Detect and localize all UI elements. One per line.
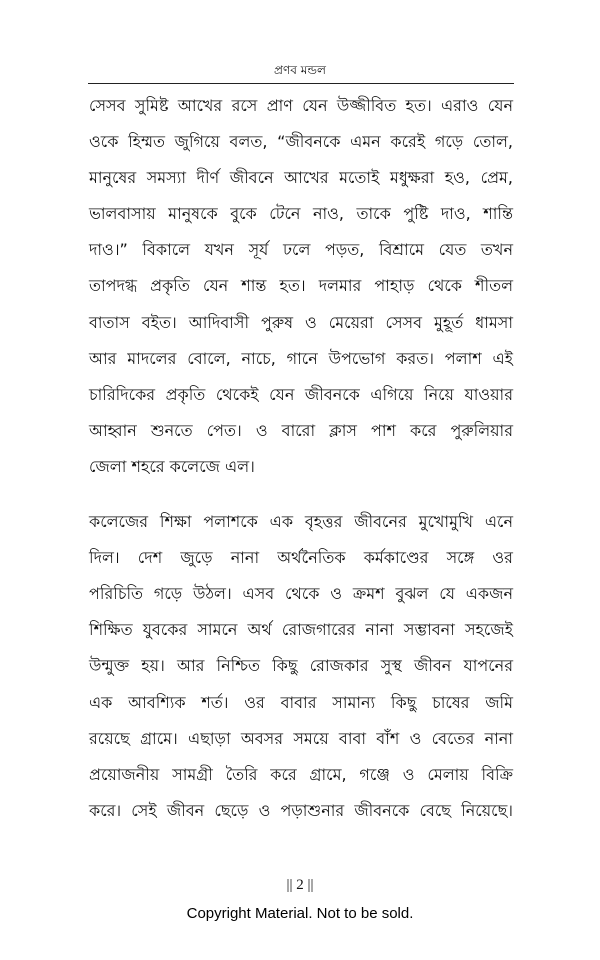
text-line: করে। সেই জীবন ছেড়ে ও পড়াশুনার জীবনকে বেছে নিয়েছে। bbox=[89, 800, 513, 820]
page-number: || 2 || bbox=[286, 877, 314, 893]
text-line: উন্মুক্ত হয়। আর নিশ্চিত কিছু রোজকার সুস্থ জীবন যাপনের bbox=[89, 656, 513, 676]
text-line: পরিচিতি গড়ে উঠল। এসব থেকে ও ক্রমশ বুঝল যে একজন bbox=[89, 584, 513, 604]
copyright-notice: Copyright Material. Not to be sold. bbox=[186, 905, 414, 922]
text-line: আর মাদলের বোলে, নাচে, গানে উপভোগ করত। পলাশ এই bbox=[89, 348, 513, 368]
paragraph-2 bbox=[89, 504, 513, 829]
text-line: ওকে হিম্মত জুগিয়ে বলত, “জীবনকে এমন করেই গড়ে তোল, bbox=[89, 132, 513, 152]
text-line: চারিদিকের প্রকৃতি থেকেই যেন জীবনকে এগিয়ে নিয়ে যাওয়ার bbox=[89, 384, 513, 404]
text-line: দাও।” বিকালে যখন সূর্য ঢলে পড়ত, বিশ্রামে যেত তখন bbox=[89, 240, 513, 260]
paragraph-1 bbox=[89, 88, 513, 485]
text-line: তাপদগ্ধ প্রকৃতি যেন শান্ত হত। দলমার পাহাড় থেকে শীতল bbox=[89, 276, 513, 296]
text-line: আহ্বান শুনতে পেত। ও বারো ক্লাস পাশ করে পুরুলিয়ার bbox=[89, 420, 513, 440]
text-line: কলেজের শিক্ষা পলাশকে এক বৃহত্তর জীবনের মুখোমুখি এনে bbox=[89, 512, 513, 532]
text-line: শিক্ষিত যুবকের সামনে অর্থ রোজগারের নানা সম্ভাবনা সহজেই bbox=[89, 620, 513, 640]
text-line: এক আবশ্যিক শর্ত। ওর বাবার সামান্য কিছু চাষের জমি bbox=[89, 692, 513, 712]
header-rule bbox=[88, 83, 514, 84]
text-line: মানুষের সমস্যা দীর্ণ জীবনে আখের মতোই মধুক্ষরা হও, প্রেম, bbox=[89, 168, 513, 188]
text-line: বাতাস বইত। আদিবাসী পুরুষ ও মেয়েরা সেসব মুহূর্ত ধামসা bbox=[89, 312, 513, 332]
text-line: রয়েছে গ্রামে। এছাড়া অবসর সময়ে বাবা বাঁশ ও বেতের নানা bbox=[89, 728, 513, 748]
text-line: প্রয়োজনীয় সামগ্রী তৈরি করে গ্রামে, গঞ্জে ও মেলায় বিক্রি bbox=[89, 764, 513, 784]
body-text bbox=[89, 88, 513, 829]
text-line: জেলা শহরে কলেজে এল। bbox=[89, 456, 255, 476]
text-line: সেসব সুমিষ্ট আখের রসে প্রাণ যেন উজ্জীবিত হত। এরাও যেন bbox=[89, 96, 513, 115]
running-header: প্রণব মন্ডল bbox=[274, 63, 326, 77]
text-line: ভালবাসায় মানুষকে বুকে টেনে নাও, তাকে পুষ্টি দাও, শান্তি bbox=[89, 204, 513, 224]
text-line: দিল। দেশ জুড়ে নানা অর্থনৈতিক কর্মকাণ্ডের সঙ্গে ওর bbox=[89, 548, 513, 568]
